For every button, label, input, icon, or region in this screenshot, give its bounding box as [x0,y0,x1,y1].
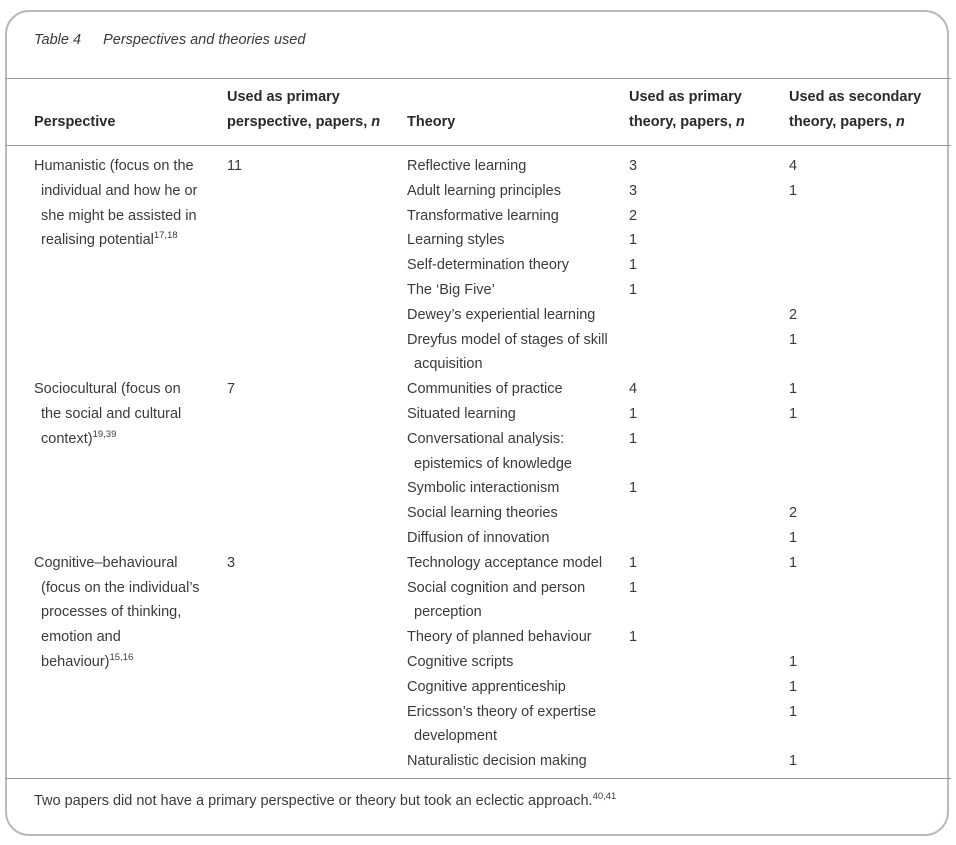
perspective-cell: Humanistic (focus on the individual and how he or she might be assisted in realising potential$^{17,18}$ [34,158,198,249]
primary-count: 1 [629,480,638,497]
header-primary-perspective: Used as primary perspective, papers, n [227,89,381,130]
table-caption [34,32,305,48]
primary-count: 1 [629,282,638,298]
primary-count: 1 [629,629,638,646]
primary-count: 4 [629,381,638,398]
theory-cell: Transformative learning [407,207,559,224]
papers-count: 11 [227,158,243,174]
theory-cell: Technology acceptance model [407,554,603,571]
secondary-count: 1 [789,530,798,546]
secondary-count: 1 [789,182,798,199]
primary-count: 1 [629,257,638,274]
theory-cell: Ericsson’s theory of expertise development [407,703,597,745]
theory-cell: Reflective learning [407,158,527,174]
caption-divider [5,78,951,79]
theory-cell: Adult learning principles [407,182,561,199]
theory-cell: Theory of planned behaviour [407,629,592,646]
secondary-count: 4 [789,158,798,174]
theory-cell: Learning styles [407,232,505,249]
papers-count: 3 [227,554,236,571]
primary-count: 1 [629,554,638,571]
primary-count: 3 [629,182,638,199]
perspective-cell: Sociocultural (focus on the social and cultural context)$^{19,39}$ [34,381,182,447]
theory-cell: Social cognition and person perception [407,579,586,621]
table-title: Perspectives and theories used [103,32,306,48]
secondary-count: 1 [789,381,798,398]
theory-cell: Symbolic interactionism [407,480,560,497]
theory-cell: Conversational analysis: epistemics of knowledge [407,430,572,472]
secondary-count: 1 [789,406,798,422]
secondary-count: 1 [789,703,798,720]
secondary-count: 1 [789,753,798,770]
secondary-count: 1 [789,678,798,695]
secondary-count: 2 [789,505,798,522]
secondary-count: 2 [789,306,798,323]
table-number: Table 4 [34,32,82,48]
theory-cell: Social learning theories [407,505,558,522]
theory-cell: Diffusion of innovation [407,530,550,546]
primary-count: 1 [629,430,638,447]
table-footnote: Two papers did not have a primary perspective or theory but took an eclectic approach.$^{40,41}$ [34,791,617,809]
header-secondary-theory: Used as secondary theory, papers, n [789,89,922,130]
theory-cell: Naturalistic decision making [407,753,587,770]
secondary-count: 1 [789,554,798,571]
primary-count: 1 [629,406,638,422]
header-theory: Theory [407,114,456,130]
theory-cell: Dewey’s experiential learning [407,306,596,323]
theory-cell: Cognitive apprenticeship [407,678,566,695]
secondary-count: 1 [789,331,798,348]
secondary-count: 1 [789,654,798,670]
theory-cell: The ‘Big Five’ [407,282,495,298]
theory-cell: Communities of practice [407,381,563,398]
primary-count: 1 [629,579,638,596]
footer-divider [5,778,951,779]
papers-count: 7 [227,381,236,398]
theory-cell: Situated learning [407,406,516,422]
perspective-cell: Cognitive–behavioural (focus on the individual’s processes of thinking, emotion and behaviour)$^{15,16}$ [34,554,200,670]
header-primary-theory: Used as primary theory, papers, n [629,89,745,130]
theory-cell: Dreyfus model of stages of skill acquisition [407,331,608,373]
header-divider [5,145,951,146]
primary-count: 3 [629,158,638,174]
primary-count: 1 [629,232,638,249]
theory-cell: Cognitive scripts [407,654,514,670]
primary-count: 2 [629,207,638,224]
theory-cell: Self-determination theory [407,257,569,274]
header-perspective: Perspective [34,114,116,130]
